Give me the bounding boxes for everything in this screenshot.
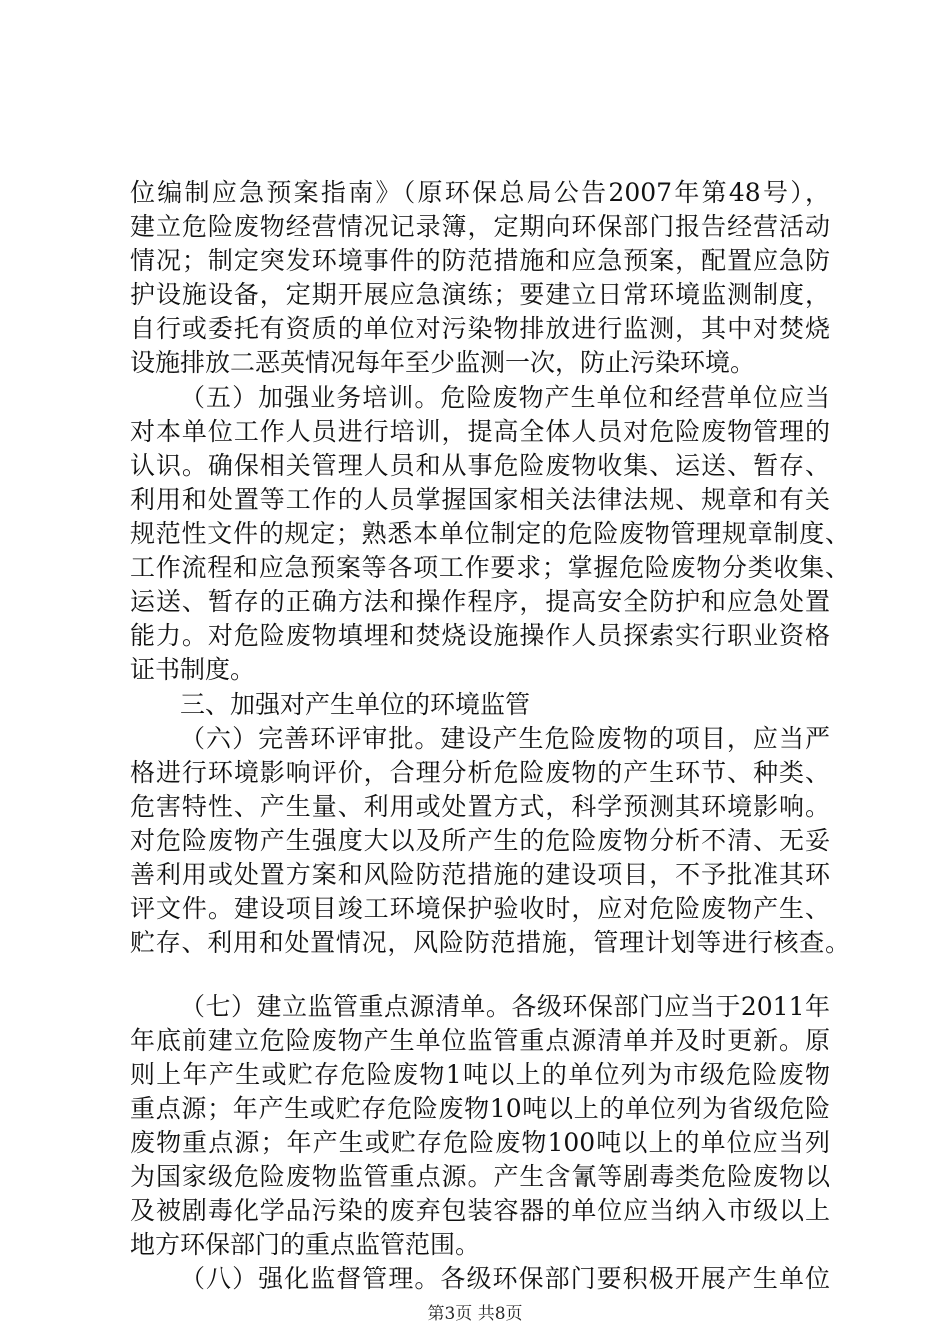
text-line: 认识。确保相关管理人员和从事危险废物收集、运送、暂存、 <box>130 451 830 480</box>
text-line: 情况；制定突发环境事件的防范措施和应急预案，配置应急防 <box>130 246 830 275</box>
text-line: 为国家级危险废物监管重点源。产生含氰等剧毒类危险废物以 <box>130 1162 830 1191</box>
text-line: 自行或委托有资质的单位对污染物排放进行监测，其中对焚烧 <box>130 314 830 343</box>
text-line: 位编制应急预案指南》（原环保总局公告2007年第48号）， <box>130 178 830 207</box>
text-line: 废物重点源；年产生或贮存危险废物100吨以上的单位应当列 <box>130 1128 830 1157</box>
text-line: 则上年产生或贮存危险废物1吨以上的单位列为市级危险废物 <box>130 1060 830 1089</box>
text-line: 护设施设备，定期开展应急演练；要建立日常环境监测制度， <box>130 280 830 309</box>
text-line: 对危险废物产生强度大以及所产生的危险废物分析不清、无妥 <box>130 826 830 855</box>
text-line: 能力。对危险废物填埋和焚烧设施操作人员探索实行职业资格 <box>130 621 830 650</box>
text-line: 对本单位工作人员进行培训，提高全体人员对危险废物管理的 <box>130 417 830 446</box>
text-line: 及被剧毒化学品污染的废弃包装容器的单位应当纳入市级以上 <box>130 1196 830 1225</box>
paragraph-heading-7: （七）建立监管重点源清单。各级环保部门应当于2011年 <box>180 992 830 1021</box>
text-line: 工作流程和应急预案等各项工作要求；掌握危险废物分类收集、 <box>130 553 850 582</box>
text-line: 证书制度。 <box>130 655 256 684</box>
text-line: 规范性文件的规定；熟悉本单位制定的危险废物管理规章制度、 <box>130 519 850 548</box>
text-line: 危害特性、产生量、利用或处置方式，科学预测其环境影响。 <box>130 792 830 821</box>
text-line: 善利用或处置方案和风险防范措施的建设项目，不予批准其环 <box>130 860 830 889</box>
text-line: 设施排放二恶英情况每年至少监测一次，防止污染环境。 <box>130 348 756 377</box>
text-line: 格进行环境影响评价，合理分析危险废物的产生环节、种类、 <box>130 758 830 787</box>
text-line: 评文件。建设项目竣工环境保护验收时，应对危险废物产生、 <box>130 894 830 923</box>
paragraph-heading-6: （六）完善环评审批。建设产生危险废物的项目，应当严 <box>180 724 830 753</box>
text-line: 贮存、利用和处置情况，风险防范措施，管理计划等进行核查。 <box>130 928 850 957</box>
text-line: 运送、暂存的正确方法和操作程序，提高安全防护和应急处置 <box>130 587 830 616</box>
paragraph-heading-8: （八）强化监督管理。各级环保部门要积极开展产生单位 <box>180 1264 830 1293</box>
text-line: 年底前建立危险废物产生单位监管重点源清单并及时更新。原 <box>130 1026 830 1055</box>
text-line: 地方环保部门的重点监管范围。 <box>130 1230 481 1259</box>
text-line: 利用和处置等工作的人员掌握国家相关法律法规、规章和有关 <box>130 485 830 514</box>
section-heading-3: 三、加强对产生单位的环境监管 <box>180 690 531 719</box>
page-number-footer: 第3页 共8页 <box>427 1304 523 1324</box>
paragraph-heading-5: （五）加强业务培训。危险废物产生单位和经营单位应当 <box>180 383 830 412</box>
text-line: 重点源；年产生或贮存危险废物10吨以上的单位列为省级危险 <box>130 1094 830 1123</box>
text-line: 建立危险废物经营情况记录簿，定期向环保部门报告经营活动 <box>130 212 830 241</box>
